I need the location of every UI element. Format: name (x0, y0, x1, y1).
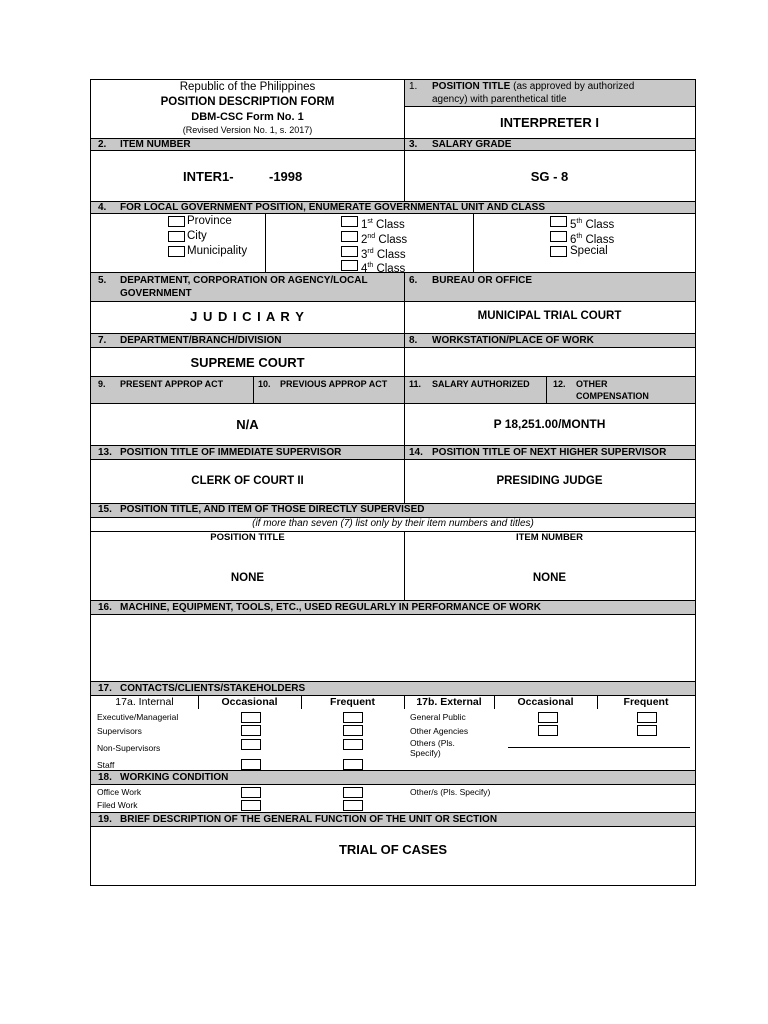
f18-label: WORKING CONDITION (120, 772, 229, 783)
agencies-occasional-checkbox[interactable] (538, 725, 558, 736)
immediate-supervisor-value: CLERK OF COURT II (191, 475, 304, 487)
others-specify-line[interactable] (508, 747, 690, 748)
internal-frequent-head: Frequent (330, 696, 375, 708)
class-1st-checkbox[interactable] (341, 216, 358, 227)
position-title-value: INTERPRETER I (500, 115, 599, 130)
form-number: DBM-CSC Form No. 1 (191, 111, 304, 123)
form-header (91, 80, 404, 138)
row-non-supervisors: Non-Supervisors (97, 743, 161, 753)
f17-num: 17. (98, 683, 112, 694)
city-label: City (187, 230, 207, 242)
f1-label (432, 81, 634, 93)
row-others: Others (Pls. (410, 738, 455, 748)
general-function-value: TRIAL OF CASES (338, 842, 448, 857)
public-frequent-checkbox[interactable] (637, 712, 657, 723)
class-6th-label: 6th Class (570, 233, 615, 246)
f7-label: DEPARTMENT/BRANCH/DIVISION (120, 335, 282, 346)
class-3rd-checkbox[interactable] (341, 246, 358, 257)
row-other-agencies: Other Agencies (410, 726, 469, 736)
f2-label: ITEM NUMBER (120, 139, 191, 150)
special-checkbox[interactable] (550, 246, 567, 257)
city-checkbox[interactable] (168, 231, 185, 242)
form-revision: (Revised Version No. 1, s. 2017) (182, 125, 313, 135)
f12-label-line2: COMPENSATION (576, 391, 649, 401)
f2-num: 2. (98, 139, 107, 150)
province-label: Province (187, 215, 232, 227)
f15-col-title: POSITION TITLE (210, 532, 285, 543)
item-number-value-a: INTER1- (183, 169, 234, 184)
f11-num: 11. (409, 379, 422, 389)
f13-label: POSITION TITLE OF IMMEDIATE SUPERVISOR (120, 447, 342, 458)
supervised-item-value: NONE (532, 572, 567, 584)
supervisors-occasional-checkbox[interactable] (241, 725, 261, 736)
internal-head: 17a. Internal (115, 696, 174, 708)
class-5th-label: 5th Class (570, 218, 615, 231)
public-occasional-checkbox[interactable] (538, 712, 558, 723)
f18-num: 18. (98, 772, 112, 783)
executive-occasional-checkbox[interactable] (241, 712, 261, 723)
approp-act-value: N/A (236, 417, 259, 432)
f1-num: 1. (409, 81, 418, 92)
f3-label: SALARY GRADE (432, 139, 512, 150)
class-1st-label: 1st Class (361, 218, 405, 231)
f1-label-line2: agency) with parenthetical title (432, 94, 567, 105)
external-occasional-head: Occasional (517, 696, 574, 708)
f9-num: 9. (98, 379, 106, 389)
staff-frequent-checkbox[interactable] (343, 759, 363, 770)
row-staff: Staff (97, 760, 115, 770)
special-label: Special (570, 245, 608, 257)
f8-num: 8. (409, 335, 418, 346)
f8-label: WORKSTATION/PLACE OF WORK (432, 335, 594, 346)
form-title: POSITION DESCRIPTION FORM (160, 96, 335, 108)
f15-num: 15. (98, 504, 112, 515)
class-2nd-label: 2nd Class (361, 233, 408, 246)
class-6th-checkbox[interactable] (550, 231, 567, 242)
f15-note: (if more than seven (7) list only by their item numbers and titles) (252, 518, 534, 529)
staff-occasional-checkbox[interactable] (241, 759, 261, 770)
office-work-frequent-checkbox[interactable] (343, 787, 363, 798)
f13-num: 13. (98, 447, 112, 458)
f1-label-rest: (as approved by authorized (510, 81, 635, 92)
republic-text: Republic of the Philippines (179, 81, 316, 93)
row-office-work: Office Work (97, 787, 142, 797)
branch-value: SUPREME COURT (190, 355, 305, 370)
f6-label: BUREAU OR OFFICE (432, 275, 532, 286)
f9-label: PRESENT APPROP ACT (120, 379, 224, 389)
f1-label-bold: POSITION TITLE (432, 81, 511, 92)
class-4th-label: 4th Class (361, 262, 406, 275)
filed-work-occasional-checkbox[interactable] (241, 800, 261, 811)
position-description-form (90, 79, 696, 886)
row-general-public: General Public (410, 712, 466, 722)
f16-num: 16. (98, 602, 112, 613)
f12-num: 12. (553, 379, 566, 389)
f15-label: POSITION TITLE, AND ITEM OF THOSE DIRECTLY SUPERVISED (120, 504, 425, 515)
f5-num: 5. (98, 275, 107, 286)
f15-col-item: ITEM NUMBER (515, 532, 584, 543)
row-supervisors: Supervisors (97, 726, 142, 736)
next-higher-supervisor-value: PRESIDING JUDGE (496, 475, 603, 487)
f12-label-line1: OTHER (576, 379, 608, 389)
internal-occasional-head: Occasional (221, 696, 278, 708)
f16-label: MACHINE, EQUIPMENT, TOOLS, ETC., USED REGULARLY IN PERFORMANCE OF WORK (120, 602, 541, 613)
f11-label: SALARY AUTHORIZED (432, 379, 530, 389)
bureau-value: MUNICIPAL TRIAL COURT (477, 310, 622, 322)
f19-num: 19. (98, 814, 112, 825)
item-number-value-b: -1998 (269, 169, 303, 184)
f14-num: 14. (409, 447, 423, 458)
other-conditions-label: Other/s (Pls. Specify) (410, 787, 491, 797)
non-supervisors-occasional-checkbox[interactable] (241, 739, 261, 750)
agencies-frequent-checkbox[interactable] (637, 725, 657, 736)
external-frequent-head: Frequent (623, 696, 669, 708)
executive-frequent-checkbox[interactable] (343, 712, 363, 723)
municipality-checkbox[interactable] (168, 246, 185, 257)
f6-num: 6. (409, 275, 418, 286)
f3-num: 3. (409, 139, 418, 150)
f7-num: 7. (98, 335, 107, 346)
non-supervisors-frequent-checkbox[interactable] (343, 739, 363, 750)
municipality-label: Municipality (187, 245, 248, 257)
row-others-specify: Specify) (410, 748, 441, 758)
province-checkbox[interactable] (168, 216, 185, 227)
f19-label: BRIEF DESCRIPTION OF THE GENERAL FUNCTION OF THE UNIT OR SECTION (120, 814, 498, 825)
f4-label: FOR LOCAL GOVERNMENT POSITION, ENUMERATE GOVERNMENTAL UNIT AND CLASS (120, 202, 546, 213)
f10-label: PREVIOUS APPROP ACT (280, 379, 388, 389)
supervised-title-value: NONE (230, 572, 265, 584)
external-head: 17b. External (416, 696, 482, 708)
class-4th-checkbox[interactable] (341, 260, 358, 271)
f5-label-line2: GOVERNMENT (120, 288, 192, 299)
class-5th-checkbox[interactable] (550, 216, 567, 227)
class-2nd-checkbox[interactable] (341, 231, 358, 242)
supervisors-frequent-checkbox[interactable] (343, 725, 363, 736)
f4-num: 4. (98, 202, 107, 213)
department-value: J U D I C I A R Y (190, 309, 305, 324)
f5-label-line1: DEPARTMENT, CORPORATION OR AGENCY/LOCAL (120, 275, 368, 286)
f17-label: CONTACTS/CLIENTS/STAKEHOLDERS (120, 683, 306, 694)
salary-authorized-value: P 18,251.00/MONTH (493, 417, 606, 431)
salary-grade-value: SG - 8 (530, 169, 569, 184)
f10-num: 10. (258, 379, 271, 389)
f14-label: POSITION TITLE OF NEXT HIGHER SUPERVISOR (432, 447, 667, 458)
class-3rd-label: 3rd Class (361, 248, 406, 261)
row-executive: Executive/Managerial (97, 712, 179, 722)
filed-work-frequent-checkbox[interactable] (343, 800, 363, 811)
office-work-occasional-checkbox[interactable] (241, 787, 261, 798)
row-filed-work: Filed Work (97, 800, 138, 810)
